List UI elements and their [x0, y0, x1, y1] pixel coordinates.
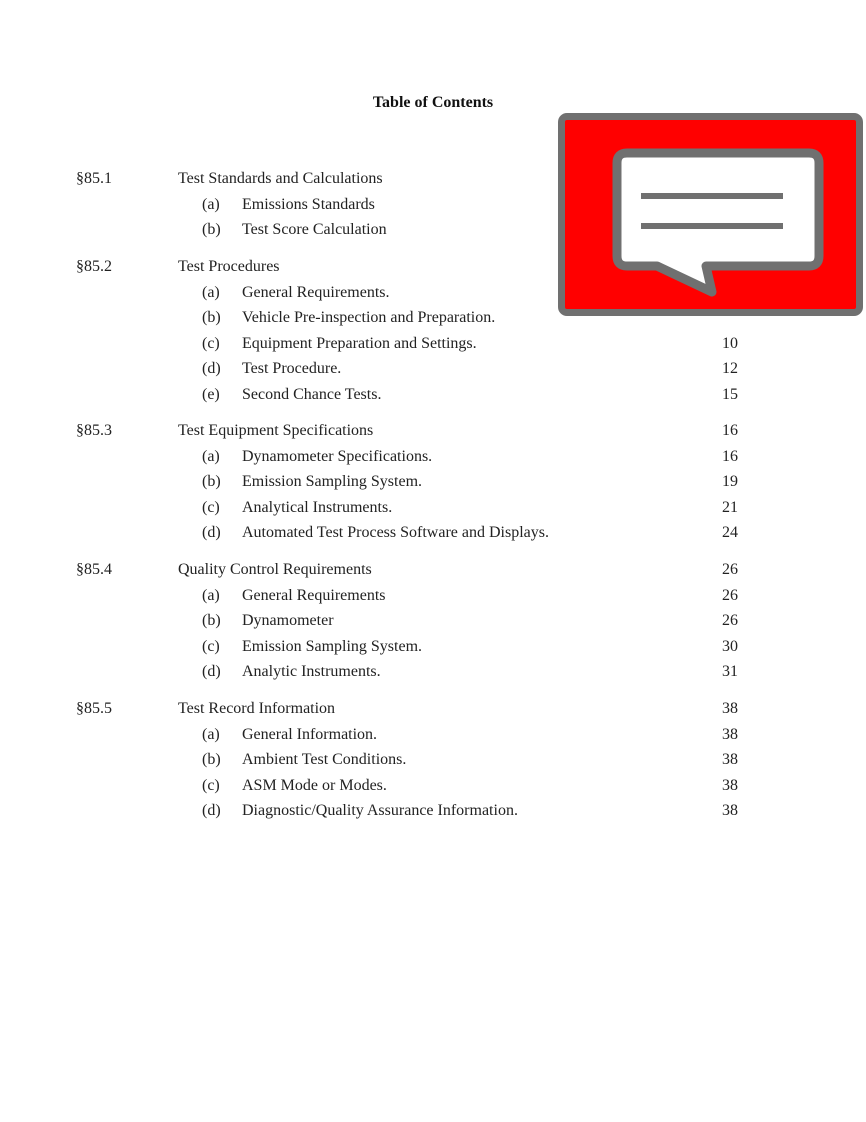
subitem-letter: (c)	[202, 776, 220, 794]
page-number: 16	[722, 422, 738, 439]
page-number: 12	[722, 360, 738, 377]
page-number: 26	[722, 561, 738, 578]
subitem-title[interactable]: Emission Sampling System.	[242, 637, 423, 655]
section-title[interactable]: Test Equipment Specifications	[178, 422, 374, 439]
subitem-letter: (e)	[202, 385, 220, 403]
subitem-title[interactable]: Test Procedure.	[242, 360, 342, 377]
section-title[interactable]: Test Record Information	[178, 700, 336, 717]
page-number: 31	[722, 663, 738, 680]
subitem-letter: (c)	[202, 334, 220, 352]
subitem-title[interactable]: Diagnostic/Quality Assurance Information.	[242, 802, 518, 819]
page-number: 26	[722, 586, 738, 604]
subitem-letter: (b)	[202, 612, 221, 629]
section-title[interactable]: Quality Control Requirements	[178, 561, 372, 578]
section-title[interactable]: Test Standards and Calculations	[178, 170, 383, 187]
subitem-letter: (c)	[202, 498, 220, 516]
subitem-title[interactable]: Ambient Test Conditions.	[242, 751, 407, 768]
toc-subitem[interactable]	[0, 724, 866, 746]
subitem-letter: (a)	[202, 725, 220, 743]
page-number: 26	[722, 612, 738, 629]
toc-subitem[interactable]	[0, 636, 866, 658]
subitem-letter: (a)	[202, 195, 220, 213]
subitem-title[interactable]: Analytical Instruments.	[242, 498, 393, 516]
toc-subitem[interactable]	[0, 471, 866, 493]
toc-subitem[interactable]	[0, 610, 866, 632]
subitem-letter: (a)	[202, 283, 220, 301]
subitem-title[interactable]: Analytic Instruments.	[242, 663, 381, 680]
page-number: 38	[722, 802, 738, 819]
subitem-title[interactable]: Equipment Preparation and Settings.	[242, 334, 477, 352]
toc-subitem[interactable]	[0, 358, 866, 380]
section-number: §85.2	[76, 258, 112, 275]
subitem-title[interactable]: Dynamometer Specifications.	[242, 447, 433, 465]
toc-subitem[interactable]	[0, 661, 866, 683]
subitem-title[interactable]: General Information.	[242, 725, 378, 743]
subitem-letter: (b)	[202, 751, 221, 768]
page-number: 38	[722, 751, 738, 768]
subitem-letter: (b)	[202, 221, 221, 238]
section-number: §85.5	[76, 700, 112, 717]
toc-subitem[interactable]	[0, 775, 866, 797]
subitem-title[interactable]: ASM Mode or Modes.	[242, 776, 387, 794]
subitem-letter: (c)	[202, 637, 220, 655]
subitem-letter: (d)	[202, 802, 221, 819]
toc-subitem[interactable]	[0, 497, 866, 519]
subitem-title[interactable]: General Requirements	[242, 586, 386, 604]
section-number: §85.3	[76, 422, 112, 439]
page-number: 10	[722, 334, 738, 352]
subitem-letter: (d)	[202, 663, 221, 680]
page-number: 15	[722, 385, 738, 403]
toc-subitem[interactable]	[0, 333, 866, 355]
subitem-title[interactable]: Emission Sampling System.	[242, 473, 423, 490]
toc-section[interactable]	[0, 420, 866, 442]
toc-subitem[interactable]	[0, 384, 866, 406]
page-title: Table of Contents	[372, 94, 494, 111]
section-number: §85.4	[76, 561, 112, 578]
toc-subitem[interactable]	[0, 749, 866, 771]
toc-subitem[interactable]	[0, 522, 866, 544]
page-number: 24	[722, 524, 738, 541]
toc-section[interactable]	[0, 698, 866, 720]
subitem-title[interactable]: Emissions Standards	[242, 195, 375, 213]
subitem-letter: (d)	[202, 524, 221, 541]
page-number: 38	[722, 776, 738, 794]
subitem-title[interactable]: Dynamometer	[242, 612, 334, 629]
toc-section[interactable]	[0, 559, 866, 581]
toc-subitem[interactable]	[0, 446, 866, 468]
subitem-letter: (b)	[202, 473, 221, 490]
subitem-title[interactable]: Automated Test Process Software and Displays.	[242, 524, 549, 541]
page-number: 21	[722, 498, 738, 516]
subitem-title[interactable]: Test Score Calculation	[242, 221, 387, 238]
page-number: 38	[722, 725, 738, 743]
subitem-title[interactable]: Second Chance Tests.	[242, 385, 382, 403]
page-number: 16	[722, 447, 738, 465]
page-number: 30	[722, 637, 738, 655]
page-number: 19	[722, 473, 738, 490]
subitem-letter: (d)	[202, 360, 221, 377]
comment-annotation[interactable]	[558, 113, 863, 316]
subitem-title[interactable]: General Requirements.	[242, 283, 390, 301]
toc-subitem[interactable]	[0, 800, 866, 822]
subitem-letter: (a)	[202, 586, 220, 604]
section-number: §85.1	[76, 170, 112, 187]
page-number: 38	[722, 700, 738, 717]
comment-icon	[565, 120, 856, 309]
subitem-title[interactable]: Vehicle Pre-inspection and Preparation.	[242, 309, 496, 326]
subitem-letter: (b)	[202, 309, 221, 326]
subitem-letter: (a)	[202, 447, 220, 465]
toc-subitem[interactable]	[0, 585, 866, 607]
section-title[interactable]: Test Procedures	[178, 258, 280, 275]
